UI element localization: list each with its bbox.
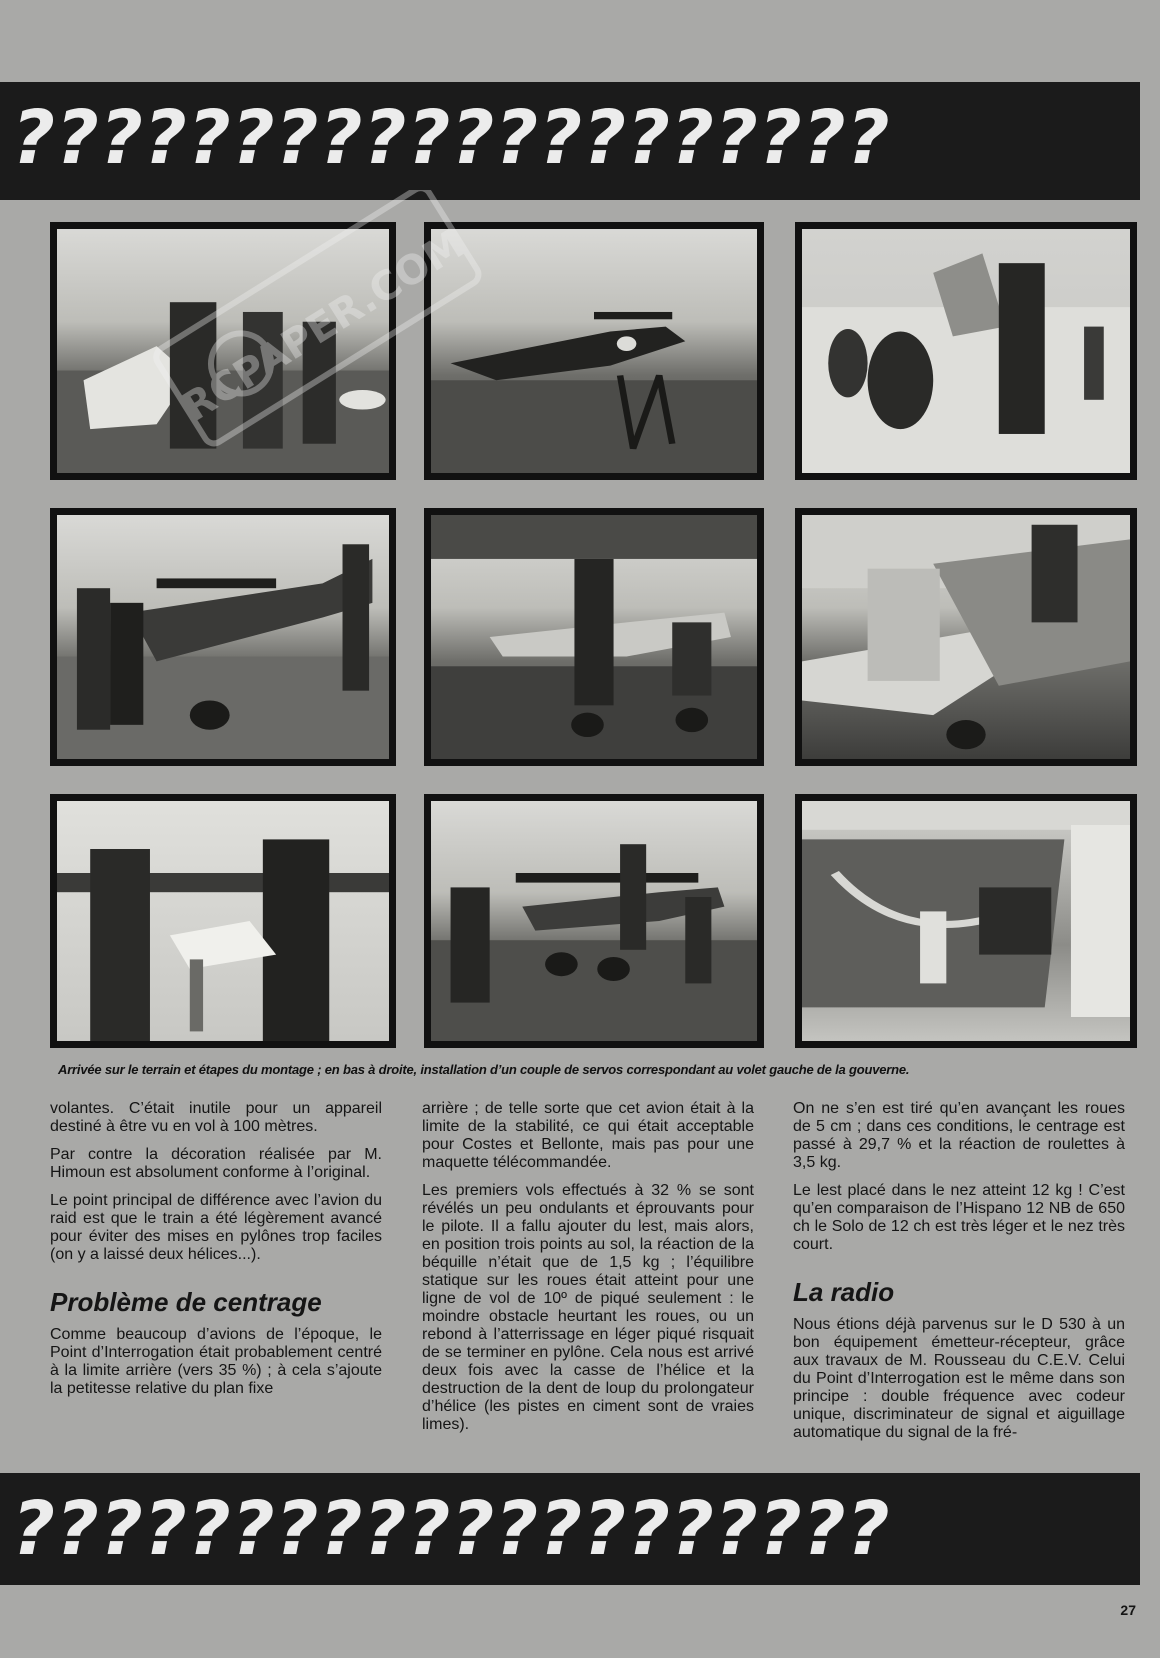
paragraph: Par contre la décoration réalisée par M. Himoun est absolument conforme à l’original.	[50, 1146, 382, 1181]
text-column-3	[793, 1100, 1125, 1452]
biplane-with-crew-photo	[431, 801, 757, 1041]
photo-4	[50, 508, 396, 766]
page-number: 27	[1120, 1602, 1136, 1618]
paragraph: Le lest placé dans le nez atteint 12 kg ! C’est qu’en comparaison de l’Hispano 12 NB de 650 ch le Solo de 12 ch est très léger et le nez très court.	[793, 1182, 1125, 1253]
biplane-assembly-photo	[57, 515, 389, 759]
question-marks-text: ????????????????????	[12, 1486, 891, 1572]
section-heading-radio: La radio	[793, 1277, 895, 1307]
photo-3	[795, 222, 1137, 480]
mechanic-at-propeller-photo	[431, 515, 757, 759]
wing-mounting-photo	[802, 515, 1130, 759]
watermark-logo	[140, 190, 500, 450]
photo-8	[424, 794, 764, 1048]
photo-caption: Arrivée sur le terrain et étapes du montage ; en bas à droite, installation d’un couple de servos correspondant au volet gauche de la gouverne.	[58, 1062, 910, 1077]
paragraph: Les premiers vols effectués à 32 % se sont révélés un peu ondulants et éprouvants pour le pilote. Il a fallu ajouter du lest, mais alors, en position trois points au sol, la réaction de la béquille n’était que de 1,5 kg ; l’équilibre statique sur les roues était atteint pour une ligne de vol de 10º de piqué seulement : le moindre obstacle heurtant les roues, ou un rebond à l’atterrissage en léger piqué risquait de se terminer en pylône. Cela nous est arrivé deux fois avec la casse de l’hélice et la destruction de la dent de loup du prolongateur d’hélice (les pistes en ciment sont de vraies limes).	[422, 1182, 754, 1433]
section-heading-centrage: Problème de centrage	[50, 1287, 322, 1317]
photo-7	[50, 794, 396, 1048]
photo-6	[795, 508, 1137, 766]
servo-installation-photo	[802, 801, 1130, 1041]
text-column-2	[422, 1100, 754, 1444]
paragraph: Nous étions déjà parvenus sur le D 530 à un bon équipement émetteur-récepteur, grâce aux travaux de M. Rousseau du C.E.V. Celui du Point d’Interrogation est le même dans son principe : double fréquence avec codeur unique, discriminateur de signal et aiguillage automatique du signal de la fré-	[793, 1316, 1125, 1441]
text-column-1	[50, 1100, 382, 1408]
photo-9	[795, 794, 1137, 1048]
paragraph: Le point principal de différence avec l’avion du raid est que le train a été légèrement avancé pour éviter des mises en pylônes trop faciles (on y a laissé deux hélices...).	[50, 1192, 382, 1263]
photo-5	[424, 508, 764, 766]
two-men-with-wing-photo	[57, 801, 389, 1041]
question-marks-text: ????????????????????	[12, 95, 891, 181]
top-question-banner	[0, 82, 1140, 200]
bottom-question-banner	[0, 1473, 1140, 1585]
paragraph: On ne s’en est tiré qu’en avançant les roues de 5 cm ; dans ces conditions, le centrage est passé à 29,7 % et la réaction de roulettes à 3,5 kg.	[793, 1100, 1125, 1171]
crate-unpacking-photo	[802, 229, 1130, 473]
paragraph: arrière ; de telle sorte que cet avion était à la limite de la stabilité, ce qui était acceptable pour Costes et Bellonte, mais pas pour une maquette télécommandée.	[422, 1100, 754, 1171]
svg-text:RCPAPER.COM: RCPAPER.COM	[174, 220, 473, 432]
paragraph: Comme beaucoup d’avions de l’époque, le Point d’Interrogation était probablement centré à la limite arrière (vers 35 %) ; à cela s’ajoute la petitesse relative du plan fixe	[50, 1326, 382, 1397]
paragraph: volantes. C’était inutile pour un appareil destiné à être vu en vol à 100 mètres.	[50, 1100, 382, 1135]
